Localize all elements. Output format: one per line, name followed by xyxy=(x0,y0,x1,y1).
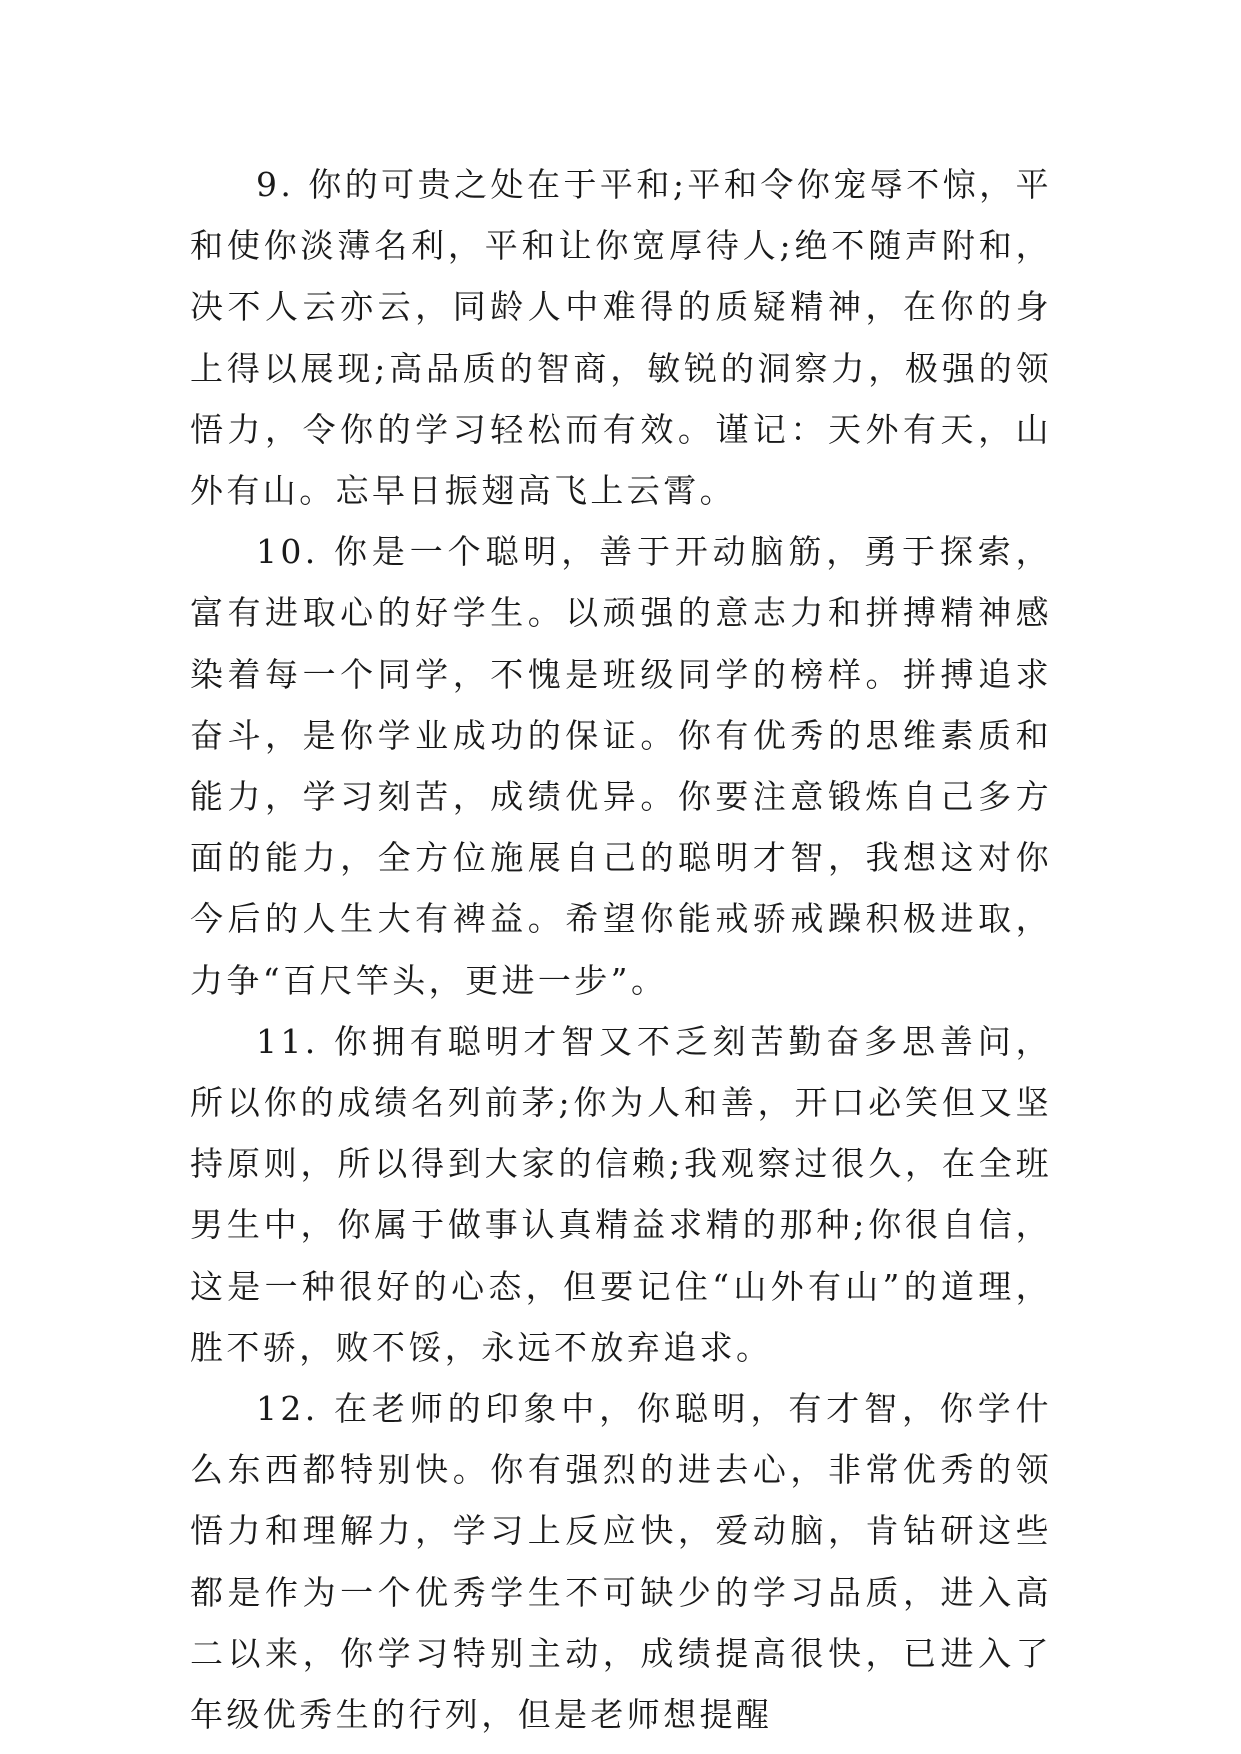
paragraph-12: 12. 在老师的印象中，你聪明，有才智，你学什么东西都特别快。你有强烈的进去心，非常优秀的领悟力和理解力，学习上反应快，爱动脑，肯钻研这些都是作为一个优秀学生不可缺少的学习品质，进入高二以来，你学习特别主动，成绩提高很快，已进入了年级优秀生的行列，但是老师想提醒 xyxy=(190,1389,1052,1735)
paragraph-11: 11. 你拥有聪明才智又不乏刻苦勤奋多思善问，所以你的成绩名列前茅;你为人和善，开口必笑但又坚持原则，所以得到大家的信赖;我观察过很久，在全班男生中，你属于做事认真精益求精的那种;你很自信，这是一种很好的心态，但要记住“山外有山”的道理，胜不骄，败不馁，永远不放弃追求。 xyxy=(190,1021,1052,1367)
paragraph-10: 10. 你是一个聪明，善于开动脑筋，勇于探索，富有进取心的好学生。以顽强的意志力和拼搏精神感染着每一个同学，不愧是班级同学的榜样。拼搏追求奋斗，是你学业成功的保证。你有优秀的思维素质和能力，学习刻苦，成绩优异。你要注意锻炼自己多方面的能力，全方位施展自己的聪明才智，我想这对你今后的人生大有裨益。希望你能戒骄戒躁积极进取，力争“百尺竿头，更进一步”。 xyxy=(190,532,1052,1000)
paragraph-9: 9. 你的可贵之处在于平和;平和令你宠辱不惊，平和使你淡薄名利，平和让你宽厚待人;绝不随声附和，决不人云亦云，同龄人中难得的质疑精神，在你的身上得以展现;高品质的智商，敏锐的洞察力，极强的领悟力，令你的学习轻松而有效。谨记：天外有天，山外有山。忘早日振翅高飞上云霄。 xyxy=(190,165,1052,511)
document-body xyxy=(190,154,1052,1745)
